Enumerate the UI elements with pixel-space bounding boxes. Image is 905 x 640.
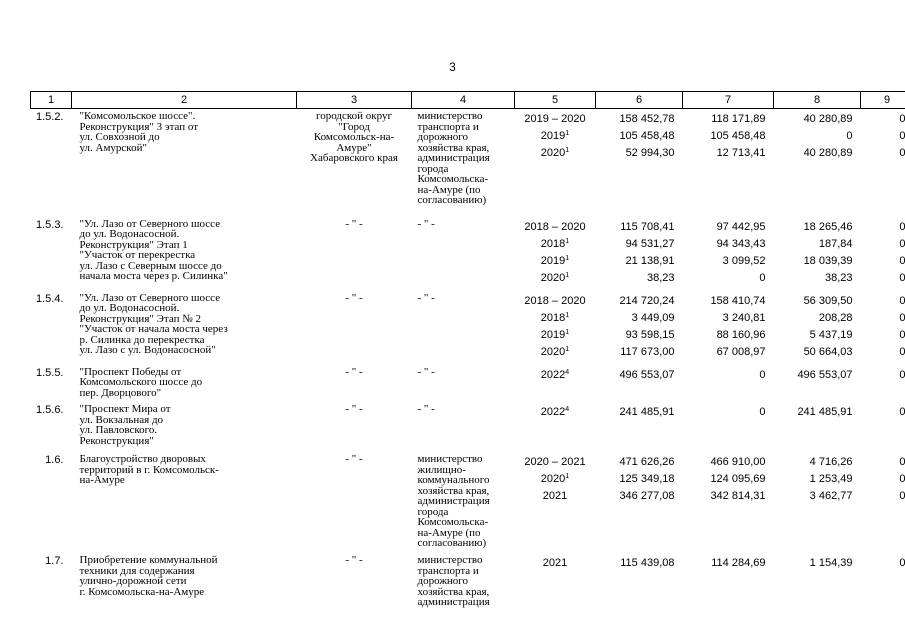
footnote-mark: 1 bbox=[565, 311, 570, 319]
regional-budget-cell bbox=[686, 471, 766, 488]
other-value: 0 bbox=[899, 271, 905, 284]
period-cell bbox=[518, 236, 593, 253]
local-budget-cell bbox=[777, 145, 853, 162]
item-executor: - " - bbox=[417, 291, 435, 304]
local-budget-cell bbox=[777, 367, 853, 384]
other-value: 0 bbox=[899, 473, 905, 485]
period-value: 2020 bbox=[540, 147, 566, 159]
period-value: 2020 bbox=[540, 345, 566, 358]
kb-value: 114 284,69 bbox=[711, 557, 766, 569]
column-header: 3 bbox=[297, 92, 412, 109]
total-cell bbox=[599, 111, 675, 128]
regional-budget-cell bbox=[686, 454, 766, 471]
total-value: 93 598,15 bbox=[625, 328, 675, 341]
table-row bbox=[31, 287, 905, 361]
local-budget-cell bbox=[777, 128, 853, 145]
kb-value: 342 814,31 bbox=[710, 490, 766, 502]
column-header: 5 bbox=[515, 92, 596, 109]
other-sources-cell bbox=[864, 236, 905, 253]
local-budget-cell bbox=[777, 327, 853, 344]
total-cell-stack bbox=[596, 361, 683, 399]
item-territory: - " - bbox=[345, 217, 363, 230]
item-number: 1.5.2. bbox=[35, 111, 64, 123]
period-value: 2022 bbox=[540, 406, 566, 418]
period-cell-stack bbox=[515, 109, 596, 213]
period-cell bbox=[518, 310, 593, 327]
total-value: 214 720,24 bbox=[619, 294, 675, 307]
period-cell bbox=[518, 270, 593, 287]
item-name: Приобретение коммунальной техники для содержания улично-дорожной сети г. Комсомольска-на-Амуре bbox=[79, 554, 218, 598]
item-executor: - " - bbox=[417, 403, 435, 415]
other-sources-cell bbox=[864, 128, 905, 145]
period-value: 2019 bbox=[540, 130, 566, 142]
local-budget-cell-stack bbox=[774, 398, 861, 448]
total-value: 241 485,91 bbox=[619, 406, 675, 418]
local-budget-cell bbox=[777, 488, 853, 505]
item-territory: городской округ "Город Комсомольск-на- Амуре" Хабаровского края bbox=[310, 110, 398, 164]
period-cell bbox=[518, 454, 593, 471]
total-cell bbox=[599, 310, 675, 327]
local-budget-cell bbox=[777, 293, 853, 310]
other-sources-cell bbox=[864, 270, 905, 287]
column-header: 6 bbox=[596, 92, 683, 109]
mb-value: 18 039,39 bbox=[803, 254, 853, 267]
regional-budget-cell bbox=[686, 145, 766, 162]
footnote-mark: 1 bbox=[565, 271, 570, 279]
mb-value: 40 280,89 bbox=[803, 113, 853, 125]
total-cell bbox=[599, 344, 675, 361]
regional-budget-cell bbox=[686, 367, 766, 384]
local-budget-cell bbox=[777, 344, 853, 361]
item-executor: - " - bbox=[417, 217, 435, 230]
kb-value: 3 099,52 bbox=[722, 254, 766, 267]
total-value: 105 458,48 bbox=[619, 130, 675, 142]
regional-budget-cell bbox=[686, 404, 766, 421]
total-cell bbox=[599, 236, 675, 253]
mb-value: 0 bbox=[846, 130, 853, 142]
total-value: 115 708,41 bbox=[620, 220, 675, 233]
regional-budget-cell-stack bbox=[683, 109, 774, 213]
regional-budget-cell-stack bbox=[683, 448, 774, 549]
item-number: 1.7. bbox=[45, 555, 64, 567]
page-number: 3 bbox=[449, 60, 456, 74]
other-value: 0 bbox=[899, 456, 905, 468]
kb-value: 0 bbox=[759, 368, 766, 381]
regional-budget-cell-stack bbox=[683, 398, 774, 448]
other-value: 0 bbox=[899, 147, 905, 159]
kb-value: 12 713,41 bbox=[716, 147, 766, 159]
total-cell-stack bbox=[596, 213, 683, 287]
item-executor: министерство транспорта и дорожного хозяйства края, администрация bbox=[417, 554, 490, 608]
column-header: 9 bbox=[861, 92, 905, 109]
mb-value: 241 485,91 bbox=[797, 406, 853, 418]
item-number: 1.5.4. bbox=[35, 292, 64, 305]
other-value: 0 bbox=[899, 113, 905, 125]
regional-budget-cell bbox=[686, 236, 766, 253]
regional-budget-cell-stack bbox=[683, 287, 774, 361]
total-cell bbox=[599, 404, 675, 421]
period-value: 2018 bbox=[540, 311, 566, 324]
program-table bbox=[30, 91, 905, 609]
local-budget-cell bbox=[777, 236, 853, 253]
total-value: 115 439,08 bbox=[620, 557, 675, 569]
column-header: 7 bbox=[683, 92, 774, 109]
other-value: 0 bbox=[899, 557, 905, 569]
table-row bbox=[31, 213, 905, 287]
kb-value: 0 bbox=[759, 271, 766, 284]
item-number: 1.5.3. bbox=[35, 218, 64, 231]
table-row bbox=[31, 448, 905, 549]
total-cell bbox=[599, 488, 675, 505]
local-budget-cell bbox=[777, 404, 853, 421]
local-budget-cell-stack bbox=[774, 549, 861, 609]
period-value: 2020 – 2021 bbox=[524, 456, 586, 468]
kb-value: 118 171,89 bbox=[711, 113, 766, 125]
period-cell bbox=[518, 367, 593, 384]
period-value: 2019 – 2020 bbox=[524, 113, 586, 125]
period-cell-stack bbox=[515, 448, 596, 549]
period-cell bbox=[518, 344, 593, 361]
other-sources-cell-stack bbox=[861, 213, 905, 287]
period-cell bbox=[518, 327, 593, 344]
other-value: 0 bbox=[899, 368, 905, 381]
footnote-mark: 1 bbox=[565, 254, 570, 262]
total-cell bbox=[599, 471, 675, 488]
total-value: 158 452,78 bbox=[619, 113, 675, 125]
period-cell bbox=[518, 488, 593, 505]
total-cell bbox=[599, 327, 675, 344]
table-row bbox=[31, 549, 905, 609]
total-cell-stack bbox=[596, 109, 683, 213]
period-cell-stack bbox=[515, 213, 596, 287]
other-sources-cell bbox=[864, 367, 905, 384]
other-sources-cell bbox=[864, 310, 905, 327]
total-value: 38,23 bbox=[646, 271, 675, 284]
other-sources-cell bbox=[864, 293, 905, 310]
local-budget-cell-stack bbox=[774, 448, 861, 549]
item-name: "Проспект Победы от Комсомольского шоссе до пер. Дворцового" bbox=[79, 365, 203, 399]
total-cell bbox=[599, 454, 675, 471]
total-cell-stack bbox=[596, 448, 683, 549]
other-sources-cell-stack bbox=[861, 448, 905, 549]
period-cell-stack bbox=[515, 398, 596, 448]
other-sources-cell-stack bbox=[861, 398, 905, 448]
local-budget-cell-stack bbox=[774, 287, 861, 361]
total-cell bbox=[599, 270, 675, 287]
column-header: 2 bbox=[72, 92, 297, 109]
total-value: 496 553,07 bbox=[619, 368, 675, 381]
regional-budget-cell-stack bbox=[683, 549, 774, 609]
other-value: 0 bbox=[899, 130, 905, 142]
kb-value: 97 442,95 bbox=[716, 220, 766, 233]
item-territory: - " - bbox=[345, 554, 363, 566]
column-header: 8 bbox=[774, 92, 861, 109]
period-cell bbox=[518, 219, 593, 236]
regional-budget-cell bbox=[686, 219, 766, 236]
total-cell bbox=[599, 219, 675, 236]
total-cell bbox=[599, 293, 675, 310]
period-cell bbox=[518, 404, 593, 421]
period-cell-stack bbox=[515, 361, 596, 399]
other-sources-cell bbox=[864, 555, 905, 572]
period-value: 2022 bbox=[540, 368, 566, 381]
other-sources-cell bbox=[864, 454, 905, 471]
mb-value: 1 253,49 bbox=[809, 473, 853, 485]
total-cell bbox=[599, 367, 675, 384]
footnote-mark: 1 bbox=[565, 130, 570, 137]
local-budget-cell bbox=[777, 111, 853, 128]
mb-value: 40 280,89 bbox=[803, 147, 853, 159]
total-cell-stack bbox=[596, 398, 683, 448]
other-value: 0 bbox=[899, 406, 905, 418]
period-cell-stack bbox=[515, 287, 596, 361]
regional-budget-cell bbox=[686, 310, 766, 327]
period-value: 2018 – 2020 bbox=[524, 220, 586, 233]
other-value: 0 bbox=[899, 220, 905, 233]
total-value: 117 673,00 bbox=[620, 345, 675, 358]
total-cell bbox=[599, 253, 675, 270]
table-row bbox=[31, 109, 905, 213]
period-cell-stack bbox=[515, 549, 596, 609]
item-territory: - " - bbox=[345, 453, 363, 465]
regional-budget-cell bbox=[686, 270, 766, 287]
other-sources-cell bbox=[864, 344, 905, 361]
regional-budget-cell-stack bbox=[683, 361, 774, 399]
item-executor: министерство жилищно- коммунального хозяйства края, администрация города Комсомольска- на-Амуре (по согласованию) bbox=[417, 453, 490, 549]
local-budget-cell-stack bbox=[774, 213, 861, 287]
total-value: 346 277,08 bbox=[619, 490, 675, 502]
mb-value: 50 664,03 bbox=[803, 345, 853, 358]
local-budget-cell bbox=[777, 270, 853, 287]
footnote-mark: 1 bbox=[565, 473, 570, 480]
period-cell bbox=[518, 471, 593, 488]
item-name: "Ул. Лазо от Северного шоссе до ул. Водонасосной. Реконструкция" Этап № 2 "Участок от начала моста через р. Силинка до перекрестка ул. Лазо с ул. Водонасосной" bbox=[79, 291, 228, 356]
local-budget-cell bbox=[777, 454, 853, 471]
other-sources-cell bbox=[864, 219, 905, 236]
regional-budget-cell bbox=[686, 128, 766, 145]
mb-value: 1 154,39 bbox=[809, 557, 853, 569]
other-sources-cell bbox=[864, 253, 905, 270]
kb-value: 3 240,81 bbox=[722, 311, 766, 324]
footnote-mark: 1 bbox=[565, 345, 570, 353]
period-value: 2019 bbox=[540, 254, 566, 267]
total-value: 3 449,09 bbox=[631, 311, 675, 324]
regional-budget-cell bbox=[686, 327, 766, 344]
local-budget-cell bbox=[777, 219, 853, 236]
item-number: 1.6. bbox=[45, 454, 64, 466]
period-cell bbox=[518, 293, 593, 310]
other-sources-cell bbox=[864, 488, 905, 505]
other-sources-cell bbox=[864, 471, 905, 488]
footnote-mark: 4 bbox=[565, 368, 570, 376]
other-value: 0 bbox=[899, 328, 905, 341]
other-value: 0 bbox=[899, 311, 905, 324]
period-value: 2021 bbox=[542, 490, 568, 502]
total-cell bbox=[599, 145, 675, 162]
other-value: 0 bbox=[899, 294, 905, 307]
other-sources-cell bbox=[864, 404, 905, 421]
period-value: 2021 bbox=[542, 557, 568, 569]
total-value: 125 349,18 bbox=[619, 473, 675, 485]
mb-value: 5 437,19 bbox=[809, 328, 853, 341]
mb-value: 56 309,50 bbox=[803, 294, 853, 307]
period-value: 2018 bbox=[540, 237, 566, 250]
total-cell-stack bbox=[596, 549, 683, 609]
other-value: 0 bbox=[899, 490, 905, 502]
item-name: "Ул. Лазо от Северного шоссе до ул. Водонасосной. Реконструкция" Этап 1 "Участок от перекрестка ул. Лазо с Северным шоссе до начала моста через р. Силинка" bbox=[79, 217, 228, 282]
local-budget-cell bbox=[777, 555, 853, 572]
footnote-mark: 4 bbox=[565, 406, 570, 413]
regional-budget-cell bbox=[686, 111, 766, 128]
table-row bbox=[31, 398, 905, 448]
period-cell bbox=[518, 111, 593, 128]
kb-value: 0 bbox=[759, 406, 766, 418]
regional-budget-cell bbox=[686, 344, 766, 361]
mb-value: 208,28 bbox=[818, 311, 853, 324]
kb-value: 466 910,00 bbox=[710, 456, 766, 468]
item-territory: - " - bbox=[345, 291, 363, 304]
local-budget-cell-stack bbox=[774, 361, 861, 399]
kb-value: 158 410,74 bbox=[710, 294, 766, 307]
total-cell bbox=[599, 128, 675, 145]
period-cell bbox=[518, 253, 593, 270]
mb-value: 187,84 bbox=[818, 237, 853, 250]
footnote-mark: 1 bbox=[565, 147, 570, 154]
other-sources-cell-stack bbox=[861, 109, 905, 213]
local-budget-cell bbox=[777, 471, 853, 488]
item-territory: - " - bbox=[345, 365, 363, 378]
other-value: 0 bbox=[899, 237, 905, 250]
period-cell bbox=[518, 555, 593, 572]
item-executor: - " - bbox=[417, 365, 435, 378]
regional-budget-cell bbox=[686, 293, 766, 310]
total-cell bbox=[599, 555, 675, 572]
kb-value: 88 160,96 bbox=[716, 328, 766, 341]
kb-value: 105 458,48 bbox=[710, 130, 766, 142]
total-value: 471 626,26 bbox=[619, 456, 675, 468]
regional-budget-cell-stack bbox=[683, 213, 774, 287]
other-sources-cell bbox=[864, 111, 905, 128]
footnote-mark: 1 bbox=[565, 237, 570, 245]
item-name: "Комсомольское шоссе". Реконструкция" 3 этап от ул. Совхозной до ул. Амурской" bbox=[79, 110, 199, 154]
table-row bbox=[31, 361, 905, 399]
item-number: 1.5.5. bbox=[35, 366, 64, 379]
local-budget-cell-stack bbox=[774, 109, 861, 213]
total-value: 94 531,27 bbox=[625, 237, 675, 250]
table-header-row bbox=[31, 92, 905, 109]
kb-value: 94 343,43 bbox=[716, 237, 766, 250]
mb-value: 18 265,46 bbox=[803, 220, 853, 233]
item-name: "Проспект Мира от ул. Вокзальная до ул. Павловского. Реконструкция" bbox=[79, 403, 171, 447]
local-budget-cell bbox=[777, 253, 853, 270]
other-sources-cell bbox=[864, 327, 905, 344]
footnote-mark: 1 bbox=[565, 328, 570, 336]
total-cell-stack bbox=[596, 287, 683, 361]
column-header: 4 bbox=[412, 92, 515, 109]
period-cell bbox=[518, 145, 593, 162]
other-sources-cell bbox=[864, 145, 905, 162]
regional-budget-cell bbox=[686, 253, 766, 270]
period-value: 2018 – 2020 bbox=[524, 294, 586, 307]
mb-value: 496 553,07 bbox=[797, 368, 853, 381]
period-cell bbox=[518, 128, 593, 145]
item-number: 1.5.6. bbox=[35, 404, 64, 416]
other-sources-cell-stack bbox=[861, 361, 905, 399]
period-value: 2020 bbox=[540, 271, 566, 284]
other-sources-cell-stack bbox=[861, 549, 905, 609]
total-value: 52 994,30 bbox=[625, 147, 675, 159]
item-executor: министерство транспорта и дорожного хозяйства края, администрация города Комсомольска- на-Амуре (по согласованию) bbox=[417, 110, 490, 206]
column-header: 1 bbox=[31, 92, 72, 109]
period-value: 2020 bbox=[540, 473, 566, 485]
mb-value: 4 716,26 bbox=[809, 456, 853, 468]
item-name: Благоустройство дворовых территорий в г. Комсомольск- на-Амуре bbox=[79, 453, 219, 486]
total-value: 21 138,91 bbox=[625, 254, 675, 267]
other-value: 0 bbox=[899, 254, 905, 267]
mb-value: 38,23 bbox=[824, 271, 853, 284]
period-value: 2019 bbox=[540, 328, 566, 341]
other-sources-cell-stack bbox=[861, 287, 905, 361]
regional-budget-cell bbox=[686, 555, 766, 572]
kb-value: 124 095,69 bbox=[710, 473, 766, 485]
other-value: 0 bbox=[899, 345, 905, 358]
regional-budget-cell bbox=[686, 488, 766, 505]
mb-value: 3 462,77 bbox=[809, 490, 853, 502]
local-budget-cell bbox=[777, 310, 853, 327]
kb-value: 67 008,97 bbox=[716, 345, 766, 358]
item-territory: - " - bbox=[345, 403, 363, 415]
